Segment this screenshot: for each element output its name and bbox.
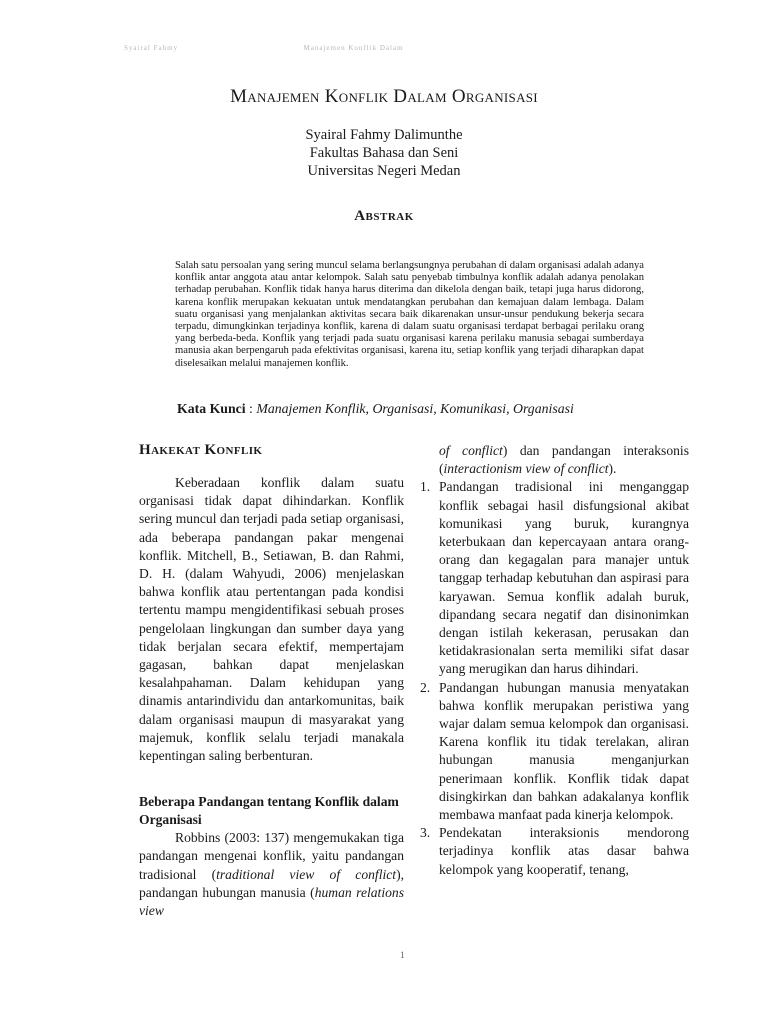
running-header-right: Manajemen Konflik Dalam (303, 44, 404, 52)
left-column (139, 442, 404, 920)
robbins-italic-1: traditional view of conflict (216, 866, 397, 882)
keywords-separator: : (245, 401, 257, 416)
author-university: Universitas Negeri Medan (307, 163, 461, 179)
continuation-text-1: ) dan pandangan interaksonis ( (439, 443, 689, 477)
abstract-heading: Abstrak (354, 208, 414, 224)
right-continuation (439, 442, 689, 478)
hakekat-paragraph: Keberadaan konflik dalam suatu organisasi tidak dapat dihindarkan. Konflik sering muncul dan terjadi pada setiap organisasi, ada beberapa pandangan pakar mengenai konflik. Mitchell, B., Setiawan, B. dan Rahmi, D. H. (dalam Wahyudi, 2006) menjelaskan bahwa konflik atau pertentangan pada kondisi tertentu mampu mengidentifikasi sebuah proses pengelolaan lingkungan dan sumber daya yang tidak berjalan secara efektif, mempertajam gagasan, bahkan dapat menjelaskan kesalahpahaman. Dalam kehidupan yang dinamis antarindividu dan antarkomunitas, baik dalam organisasi maupun di masyarakat yang majemuk, konflik selalu terjadi manakala kepentingan saling berbenturan. (139, 475, 404, 764)
robbins-text-2: ), pandangan hubungan manusia ( (139, 866, 404, 900)
subheading-pandangan: Beberapa Pandangan tentang Konflik dalam Organisasi (139, 794, 399, 828)
list-item-number: 1. (420, 479, 431, 495)
author-faculty: Fakultas Bahasa dan Seni (309, 145, 459, 161)
robbins-italic-2: human relations view (139, 884, 404, 919)
continuation-italic-2: interactionism view of conflict (443, 461, 609, 477)
list-item-number: 2. (420, 679, 431, 695)
running-header (124, 44, 454, 52)
list-item (418, 478, 689, 678)
abstract-text: Salah satu persoalan yang sering muncul selama berlangsungnya perubahan di dalam organisasi adalah adanya konflik antar anggota atau antar kelompok. Salah satu penyebab timbulnya konflik adalah adanya penolakan terhadap perubahan. Konflik tidak hanya harus diterima dan dikelola dengan baik, tetapi juga harus didorong, karena konflik merupakan kekuatan untuk mendatangkan perubahan dan kemajuan dalam lembaga. Dalam suatu organisasi yang menjalankan aktivitas secara baik dikarenakan unsur-unsur pendukung bekerja secara terpadu, dimungkinkan terjadinya konflik, karena di dalam suatu organisasi terdapat berbagai perilaku orang yang berbeda-beda. Konflik yang terjadi pada suatu organisasi karena perilaku manusia sebagai sumberdaya manusia akan berpengaruh pada efektivitas organisasi, karena itu, setiap konflik yang terjadi diharapkan dapat diselesaikan melalui manajemen konflik. (175, 260, 645, 369)
list-item (418, 679, 689, 825)
list-item-text: Pandangan hubungan manusia menyatakan bahwa konflik merupakan peristiwa yang wajar dalam semua kelompok dan organisasi. Karena konflik itu tidak terelakan, aliran hubungan manusia menganjurkan penerimaan konflik. Konflik tidak dapat disingkirkan dan bahkan adakalanya konflik membawa manfaat pada kinerja kelompok. (439, 679, 689, 823)
section-heading-hakekat: Hakekat Konflik (139, 442, 263, 458)
paper-title: Manajemen Konflik Dalam Organisasi (230, 86, 538, 107)
running-header-left: Syairal Fahmy (124, 44, 179, 52)
list-item-text: Pendekatan interaksionis mendorong terjadinya konflik atas dasar bahwa kelompok yang kooperatif, tenang, (439, 825, 689, 877)
keywords-label: Kata Kunci (177, 401, 246, 416)
views-list (418, 478, 689, 878)
continuation-italic-1: of conflict (439, 443, 503, 458)
robbins-text-1: Robbins (2003: 137) mengemukakan tiga pandangan mengenai konflik, yaitu pandangan tradisional ( (139, 830, 404, 882)
list-item (418, 824, 689, 879)
robbins-paragraph (139, 829, 404, 920)
author-block (0, 126, 768, 180)
list-item-text: Pandangan tradisional ini menganggap konflik sebagai hasil disfungsional akibat komunikasi yang buruk, kurangnya keterbukaan dan kepercayaan antara orang-orang dan kegagalan para manajer untuk tanggap terhadap kebutuhan dan aspirasi para karyawan. Semua konflik adalah buruk, dipandang secara negatif dan disinonimkan dengan istilah kekerasan, perusakan dan ketidakrasionalan serta memiliki sifat dasar yang merugikan dan harus dihindari. (439, 479, 689, 677)
list-item-number: 3. (420, 825, 431, 841)
right-column (418, 442, 689, 879)
continuation-text-2: ). (608, 461, 617, 477)
page-number: 1 (400, 950, 405, 960)
author-name: Syairal Fahmy Dalimunthe (305, 127, 463, 143)
keywords-values: Manajemen Konflik, Organisasi, Komunikasi, Organisasi (256, 401, 574, 416)
keywords-line (177, 401, 647, 417)
